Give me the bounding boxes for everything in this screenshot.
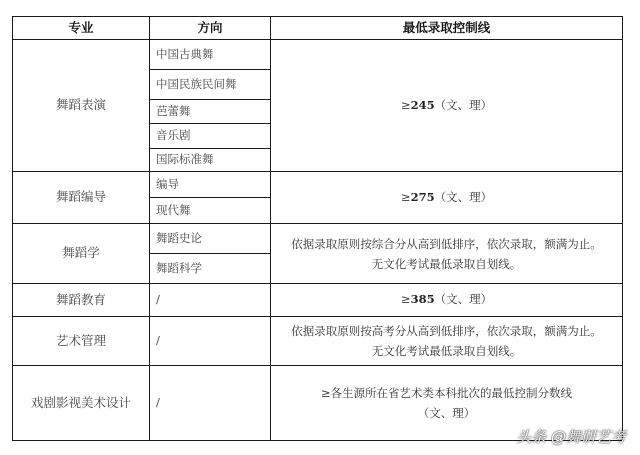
direction-cell: 现代舞 [150, 198, 271, 224]
header-major: 专业 [13, 17, 150, 40]
direction-cell: 编导 [150, 172, 271, 198]
score-suffix: （文、理） [434, 97, 493, 112]
score-prefix: ≥ [400, 292, 411, 307]
watermark: 头条 @舞研艺考 [516, 428, 626, 446]
score-cell [271, 172, 623, 224]
direction-cell: 中国古典舞 [150, 40, 271, 70]
score-text-line2: 无文化考试最低录取自划线。 [371, 344, 522, 358]
score-value: 275 [410, 189, 435, 204]
major-cell: 舞蹈学 [13, 224, 150, 284]
direction-cell: 舞蹈科学 [150, 254, 271, 284]
direction-cell: 国际标准舞 [150, 149, 271, 172]
score-value: 385 [410, 292, 435, 307]
score-cell [271, 284, 623, 317]
direction-cell: 音乐剧 [150, 124, 271, 149]
score-prefix: ≥ [400, 189, 411, 204]
major-cell: 艺术管理 [13, 317, 150, 366]
score-cell [271, 317, 623, 366]
score-prefix: ≥ [400, 97, 411, 112]
table-row [13, 317, 623, 366]
score-text-line1: 依据录取原则按综合分从高到低排序，依次录取，额满为止。 [291, 236, 602, 251]
table-row [13, 172, 623, 198]
score-text-line2: （文、理） [417, 406, 476, 420]
score-text-line1: ≥各生源所在省艺术类本科批次的最低控制分数线 [320, 386, 573, 400]
score-suffix: （文、理） [434, 292, 493, 307]
score-suffix: （文、理） [434, 189, 493, 204]
table-row [13, 40, 623, 70]
table-row [13, 224, 623, 254]
score-cell [271, 224, 623, 284]
major-cell: 戏剧影视美术设计 [13, 366, 150, 441]
direction-cell: 芭蕾舞 [150, 100, 271, 124]
score-text-line1: 依据录取原则按高考分从高到低排序，依次录取，额满为止。 [291, 324, 602, 338]
direction-cell: / [150, 284, 271, 317]
score-cell [271, 40, 623, 172]
direction-cell: 舞蹈史论 [150, 224, 271, 254]
direction-cell: / [150, 317, 271, 366]
direction-cell: 中国民族民间舞 [150, 70, 271, 100]
score-value: 245 [410, 97, 435, 112]
table-header-row [13, 17, 623, 40]
admission-score-table [12, 16, 623, 441]
direction-cell: / [150, 366, 271, 441]
score-text-line2: 无文化考试最低录取自划线。 [371, 256, 522, 271]
header-min-score: 最低录取控制线 [271, 17, 623, 40]
major-cell: 舞蹈编导 [13, 172, 150, 224]
table-row [13, 284, 623, 317]
header-direction: 方向 [150, 17, 271, 40]
major-cell: 舞蹈教育 [13, 284, 150, 317]
major-cell: 舞蹈表演 [13, 40, 150, 172]
